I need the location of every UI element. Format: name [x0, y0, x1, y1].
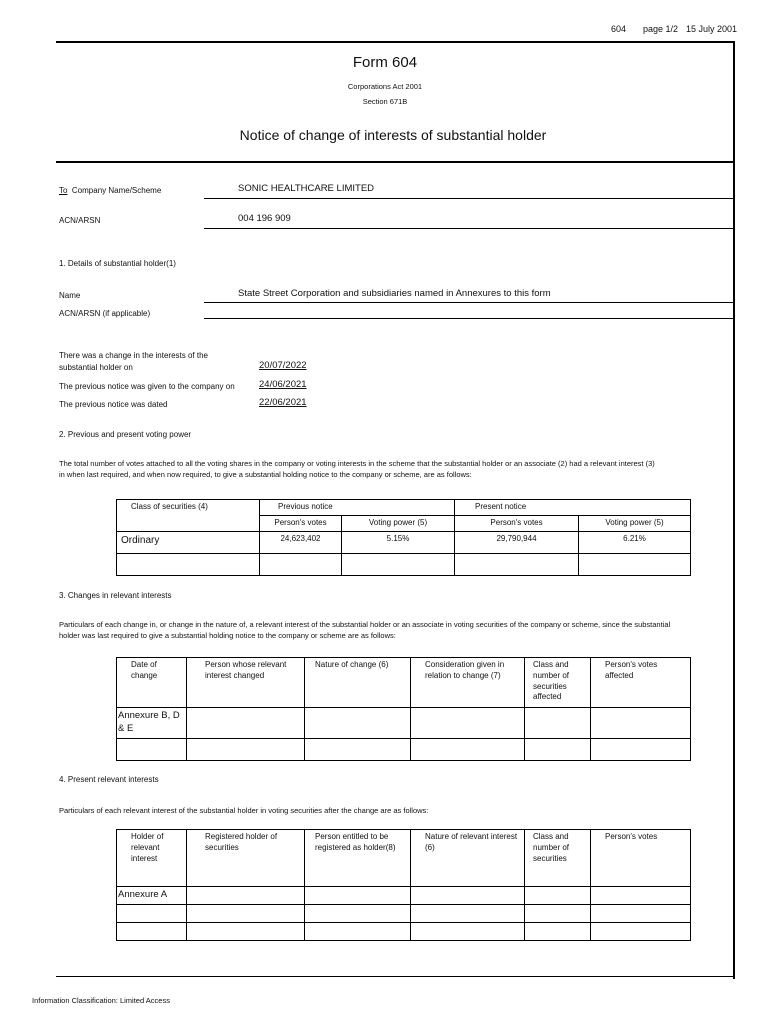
holder-name: State Street Corporation and subsidiaries named in Annexures to this form: [238, 288, 551, 299]
section2-text-1: The total number of votes attached to all the voting shares in the company or voting interests in the scheme that the substantial holder or an associate (2) had a relevant interest (3): [59, 459, 655, 468]
top-border: [56, 41, 735, 43]
section-title: Section 671B: [362, 97, 408, 106]
voting-power-table: [116, 499, 691, 576]
changes-table: [116, 657, 691, 761]
class-ordinary: Ordinary: [117, 531, 260, 553]
acn-value: 004 196 909: [238, 213, 291, 224]
section2-text-2: in when last required, and when now required, to give a substantial holding notice to the company or scheme, are as follows:: [59, 470, 472, 479]
h-person-changed: Person whose relevant interest changed: [187, 658, 305, 708]
section2-heading: 2. Previous and present voting power: [59, 430, 192, 439]
h-persons-votes: Person's votes: [591, 830, 691, 887]
title-divider: [56, 161, 735, 163]
form-number: 604: [611, 24, 627, 34]
h-registered-holder: Registered holder of securities: [187, 830, 305, 887]
present-interests-table: [116, 829, 691, 941]
to-label: To Company Name/Scheme: [59, 186, 162, 195]
prev-power: 5.15%: [342, 531, 455, 553]
h-nature-of-change: Nature of change (6): [305, 658, 411, 708]
prev-given-label: The previous notice was given to the company on: [59, 382, 235, 391]
prev-given-date: 24/06/2021: [259, 379, 307, 390]
h-votes-affected: Person's votes affected: [591, 658, 691, 708]
holder-line: [204, 302, 733, 303]
present-annexure-ref: Annexure A: [117, 887, 187, 905]
col-present-header: Present notice: [455, 500, 691, 516]
holder-acn-label: ACN/ARSN (if applicable): [59, 309, 151, 318]
form-title: Form 604: [352, 54, 418, 71]
prev-votes-header: Person's votes: [260, 515, 342, 531]
prev-votes: 24,623,402: [260, 531, 342, 553]
prev-power-header: Voting power (5): [342, 515, 455, 531]
notice-title: Notice of change of interests of substantial holder: [239, 127, 547, 143]
pres-power-header: Voting power (5): [579, 515, 691, 531]
h-consideration: Consideration given in relation to change (7): [411, 658, 525, 708]
change-label-2: substantial holder on: [59, 363, 133, 372]
pres-votes-header: Person's votes: [455, 515, 579, 531]
holder-name-label: Name: [59, 291, 81, 300]
header-date: 15 July 2001: [686, 24, 738, 34]
h-nature-interest: Nature of relevant interest (6): [411, 830, 525, 887]
bottom-border: [56, 976, 735, 977]
section3-text-2: holder was last required to give a substantial holding notice to the company or scheme are as follows:: [59, 631, 396, 640]
section4-heading: 4. Present relevant interests: [59, 775, 159, 784]
info-classification: Information Classification: Limited Access: [32, 996, 170, 1005]
h-person-entitled: Person entitled to be registered as holder(8): [305, 830, 411, 887]
right-border: [733, 41, 735, 979]
change-date: 20/07/2022: [259, 360, 307, 371]
acn-line: [204, 228, 733, 229]
pres-power: 6.21%: [579, 531, 691, 553]
prev-dated-date: 22/06/2021: [259, 397, 307, 408]
changes-annexure-ref: Annexure B, D & E: [117, 708, 187, 739]
section1-heading: 1. Details of substantial holder(1): [59, 259, 176, 268]
company-name: SONIC HEALTHCARE LIMITED: [238, 183, 375, 194]
pres-votes: 29,790,944: [455, 531, 579, 553]
section4-text: Particulars of each relevant interest of the substantial holder in voting securities after the change are as follows:: [59, 806, 429, 815]
h-class-securities: Class and number of securities: [525, 830, 591, 887]
page-indicator: page 1/2: [643, 24, 679, 34]
col-class-header: Class of securities (4): [117, 500, 260, 532]
h-holder: Holder of relevant interest: [117, 830, 187, 887]
act-title: Corporations Act 2001: [347, 82, 423, 91]
section3-heading: 3. Changes in relevant interests: [59, 591, 172, 600]
change-label-1: There was a change in the interests of the: [59, 351, 208, 360]
prev-dated-label: The previous notice was dated: [59, 400, 168, 409]
h-class-number: Class and number of securities affected: [525, 658, 591, 708]
col-previous-header: Previous notice: [260, 500, 455, 516]
section3-text-1: Particulars of each change in, or change in the nature of, a relevant interest of the substantial holder or an associate in voting securities of the company or scheme, since the substantial: [59, 620, 671, 629]
company-line: [204, 198, 733, 199]
h-date-of-change: Date of change: [117, 658, 187, 708]
holder-acn-line: [204, 318, 733, 319]
acn-label: ACN/ARSN: [59, 216, 101, 225]
